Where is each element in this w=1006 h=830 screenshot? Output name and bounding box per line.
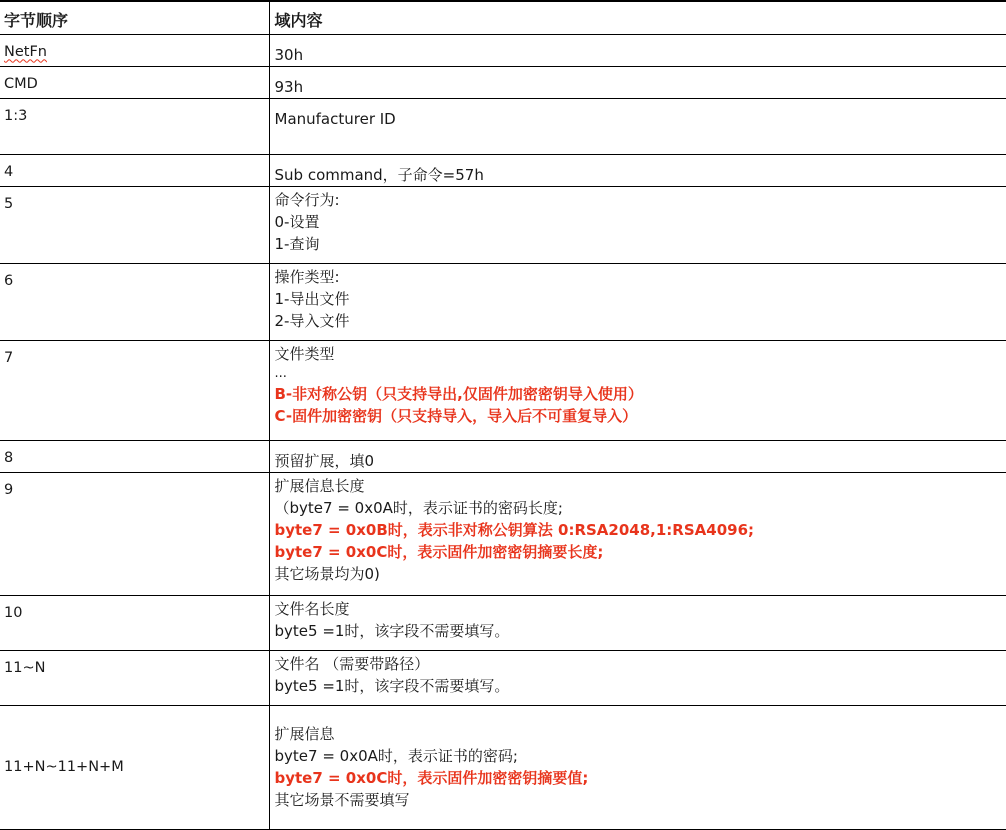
row-value	[269, 66, 1006, 98]
value-line-highlight: byte7 = 0x0C时，表示固件加密密钥摘要值;	[275, 767, 1006, 789]
row-key	[0, 34, 269, 66]
value-line: byte5 =1时，该字段不需要填写。	[275, 675, 1006, 697]
row-value	[269, 34, 1006, 66]
value-line: （byte7 = 0x0A时，表示证书的密码长度;	[275, 497, 1006, 519]
row-key: 11+N~11+N+M	[0, 705, 269, 829]
row-key: 1:3	[0, 98, 269, 154]
value-line: 操作类型:	[275, 266, 1006, 288]
value-line: 其它场景均为0)	[275, 563, 1006, 585]
value-line: 文件类型	[275, 343, 1006, 365]
row-key: 7	[0, 340, 269, 440]
value-line: Manufacturer ID	[275, 108, 1006, 130]
value-line: 预留扩展，填0	[275, 450, 1006, 472]
value-line: 扩展信息长度	[275, 475, 1006, 497]
row-key: 10	[0, 595, 269, 650]
row-key: 8	[0, 440, 269, 472]
value-line-highlight: byte7 = 0x0B时，表示非对称公钥算法 0:RSA2048,1:RSA4096;	[275, 519, 1006, 541]
row-key: 5	[0, 186, 269, 263]
table-row	[0, 98, 1006, 154]
row-value	[269, 154, 1006, 186]
value-line: 1-查询	[275, 233, 1006, 255]
value-line: 其它场景不需要填写	[275, 789, 1006, 811]
row-value	[269, 340, 1006, 440]
table-row	[0, 154, 1006, 186]
table-row	[0, 34, 1006, 66]
value-line: 0-设置	[275, 211, 1006, 233]
header-field-content: 域内容	[269, 1, 1006, 34]
value-line: Sub command，子命令=57h	[275, 164, 1006, 186]
value-line: 文件名 （需要带路径）	[275, 653, 1006, 675]
row-value	[269, 186, 1006, 263]
row-value	[269, 440, 1006, 472]
row-key: 4	[0, 154, 269, 186]
row-key: 6	[0, 263, 269, 340]
row-key-text: NetFn	[4, 44, 47, 60]
value-line: 1-导出文件	[275, 288, 1006, 310]
table-row	[0, 705, 1006, 829]
row-key: CMD	[0, 66, 269, 98]
value-line: 文件名长度	[275, 598, 1006, 620]
header-row	[0, 1, 1006, 34]
row-value	[269, 650, 1006, 705]
value-line: 扩展信息	[275, 723, 1006, 745]
table-row	[0, 595, 1006, 650]
value-line: 2-导入文件	[275, 310, 1006, 332]
table-row	[0, 263, 1006, 340]
value-line-highlight: C-固件加密密钥（只支持导入，导入后不可重复导入）	[275, 405, 1006, 427]
row-key: 11~N	[0, 650, 269, 705]
value-line: ...	[275, 365, 1006, 383]
row-value	[269, 705, 1006, 829]
table-row	[0, 66, 1006, 98]
table-row	[0, 472, 1006, 595]
row-value	[269, 595, 1006, 650]
value-line: 命令行为:	[275, 189, 1006, 211]
table-row	[0, 186, 1006, 263]
row-value	[269, 263, 1006, 340]
header-byte-order: 字节顺序	[0, 1, 269, 34]
value-line: byte5 =1时，该字段不需要填写。	[275, 620, 1006, 642]
table-row	[0, 650, 1006, 705]
table-row	[0, 440, 1006, 472]
row-key: 9	[0, 472, 269, 595]
value-line-highlight: byte7 = 0x0C时，表示固件加密密钥摘要长度;	[275, 541, 1006, 563]
value-line-highlight: B-非对称公钥（只支持导出,仅固件加密密钥导入使用）	[275, 383, 1006, 405]
row-value	[269, 472, 1006, 595]
table-row	[0, 340, 1006, 440]
value-line: 93h	[275, 76, 1006, 98]
value-line: byte7 = 0x0A时，表示证书的密码;	[275, 745, 1006, 767]
row-value	[269, 98, 1006, 154]
value-line: 30h	[275, 44, 1006, 66]
